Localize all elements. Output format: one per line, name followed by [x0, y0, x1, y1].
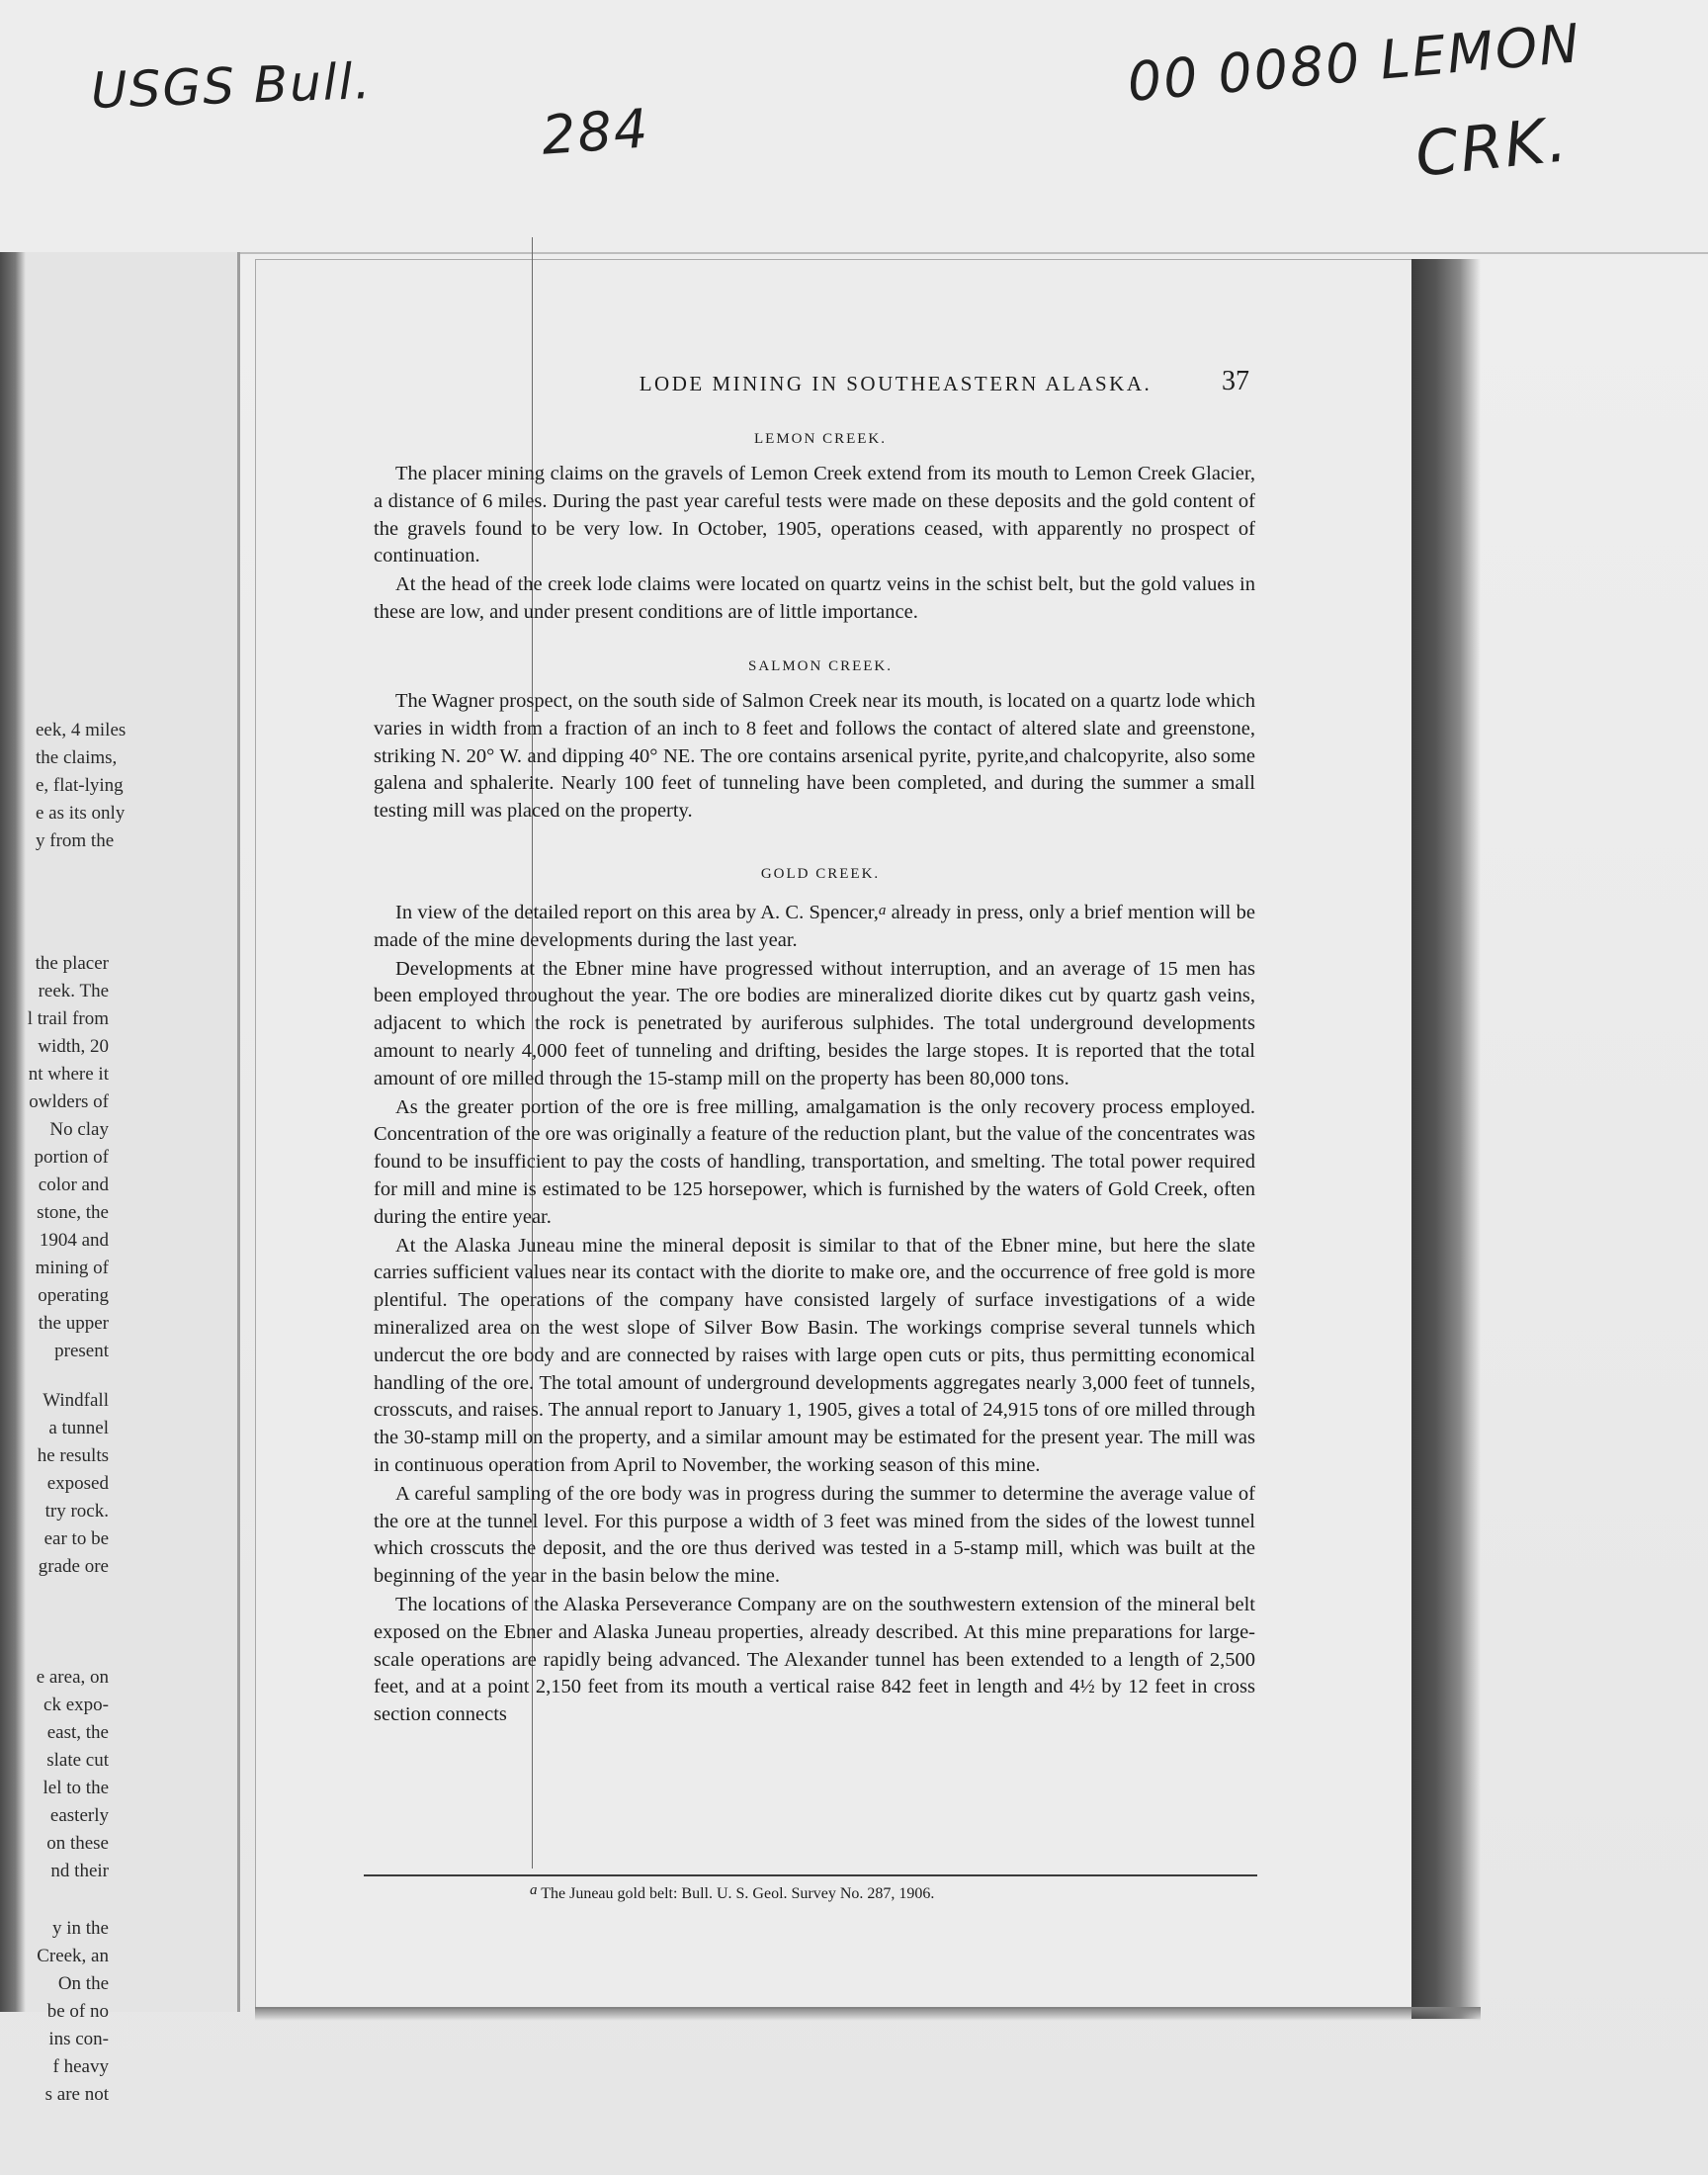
left-fragment-line: the placer — [35, 953, 109, 974]
left-binding-shadow — [0, 252, 26, 2012]
left-fragment-line: operating — [38, 1285, 109, 1306]
left-fragment-line: nd their — [50, 1861, 109, 1881]
left-fragment-line: No clay — [49, 1119, 109, 1140]
left-fragment-line: slate cut — [46, 1750, 109, 1771]
left-fragment-line: be of no — [46, 2001, 109, 2022]
left-fragment-line: the upper — [38, 1313, 109, 1334]
left-fragment-line: east, the — [46, 1722, 109, 1743]
paragraph: At the head of the creek lode claims were located on quartz veins in the schist belt, but the gold values in these are low, and under present conditions are of little importance. — [374, 573, 1255, 623]
left-fragment-line: eek, 4 miles — [36, 720, 127, 740]
section-heading-gold-creek: GOLD CREEK. — [760, 866, 881, 882]
left-fragment-line: exposed — [46, 1473, 109, 1494]
section-heading-salmon-creek: SALMON CREEK. — [747, 658, 893, 674]
paragraph: A careful sampling of the ore body was in progress during the summer to determine the average value of the ore at the tunnel level. For this purpose a width of 3 feet was mined from the sides of the lowest tunnel which crosscuts the deposit, and the ore thus derived was tested in a 5-stamp mill, which was built at the beginning of the year in the basin below the mine. — [374, 1482, 1255, 1588]
left-fragment-line: e area, on — [36, 1667, 109, 1688]
section-body-salmon-creek — [374, 688, 1255, 826]
left-fragment-block-2 — [26, 950, 109, 1365]
footnote-text: The Juneau gold belt: Bull. U. S. Geol. Survey No. 287, 1906. — [541, 1885, 935, 1902]
footnote-mark: a — [530, 1882, 538, 1898]
paragraph: The locations of the Alaska Perseverance Company are on the southwestern extension of the mineral belt exposed on the Ebner and Alaska Juneau properties, already described. At this mine preparations for large-scale operations are rapidly being advanced. The Alexander tunnel has been extended to a length of 2,500 feet, and at a point 2,150 feet from its mouth a vertical raise 842 feet in length and 4½ by 12 feet in cross section connects — [374, 1593, 1255, 1726]
left-fragment-line: the claims, — [36, 747, 118, 768]
left-fragment-line: color and — [38, 1174, 109, 1195]
section-heading-lemon-creek: LEMON CREEK. — [754, 431, 887, 447]
left-fragment-line: Creek, an — [37, 1946, 109, 1966]
left-fragment-line: stone, the — [37, 1202, 109, 1223]
left-fragment-block-3 — [26, 1387, 109, 1581]
left-fragment-line: e as its only — [36, 803, 126, 824]
left-fragment-line: 1904 and — [39, 1230, 109, 1251]
left-fragment-line: ear to be — [43, 1528, 109, 1549]
left-fragment-line: easterly — [49, 1805, 109, 1826]
footnote-reference: a — [878, 903, 887, 918]
left-fragment-line: f heavy — [52, 2056, 109, 2077]
left-fragment-line: try rock. — [44, 1501, 109, 1522]
left-fragment-line: ins con- — [48, 2029, 109, 2049]
paragraph: Developments at the Ebner mine have progressed without interruption, and an average of 15 men has been employed throughout the year. The ore bodies are mineralized diorite dikes cut by quartz gash veins, adjacent to which the rock is penetrated by auriferous sulphides. The total underground developments amount to nearly 4,000 feet of tunneling and drifting, besides the large stopes. It is reported that the total amount of ore milled through the 15-stamp mill on the property has been 80,000 tons. — [374, 957, 1255, 1089]
section-body-lemon-creek — [374, 461, 1255, 627]
left-fragment-line: a tunnel — [48, 1418, 109, 1438]
page-number: 37 — [1222, 366, 1249, 396]
footnote-divider — [364, 1874, 1257, 1876]
handwritten-number-note: 284 — [539, 97, 652, 167]
left-adjacent-page — [0, 252, 240, 2105]
left-fragment-line: y from the — [36, 830, 115, 851]
paragraph-intro — [374, 898, 1255, 955]
left-fragment-line: e, flat-lying — [36, 775, 124, 796]
left-fragment-line: s are not — [44, 2084, 109, 2105]
running-head: LODE MINING IN SOUTHEASTERN ALASKA. — [639, 372, 1153, 395]
paragraph: The Wagner prospect, on the south side of Salmon Creek near its mouth, is located on a quartz lode which varies in width from a fraction of an inch to 8 feet and follows the contact of altered slate and greenstone, striking N. 20° W. and dipping 40° NE. The ore contains arsenical pyrite, pyrite,and chalcopyrite, also some galena and sphalerite. Nearly 100 feet of tunneling have been completed, and during the summer a small testing mill was placed on the property. — [374, 690, 1255, 823]
left-fragment-line: nt where it — [28, 1064, 109, 1085]
footnote — [530, 1882, 934, 1903]
handwritten-source-note: USGS Bull. — [90, 52, 374, 120]
left-fragment-line: he results — [37, 1445, 109, 1466]
left-fragment-line: width, 20 — [38, 1036, 109, 1057]
left-fragment-line: portion of — [34, 1147, 109, 1168]
left-fragment-line: grade ore — [38, 1556, 109, 1577]
paragraph: At the Alaska Juneau mine the mineral deposit is similar to that of the Ebner mine, but here the slate carries sufficient values near its contact with the diorite to make ore, and the occurrence of free gold is more plentiful. The operations of the company have consisted largely of surface investigations of a wide mineralized area on the west slope of Silver Bow Basin. The workings comprise several tunnels which undercut the ore body and are connected by raises with large open cuts or pits, thus permitting economical handling of the ore. The total amount of underground developments aggregates nearly 3,000 feet of tunnels, crosscuts, and raises. The annual report to January 1, 1905, gives a total of 24,915 tons of ore milled through the 30-stamp mill on the property, and a similar amount may be estimated for the present year. The mill was in continuous operation from April to November, the working season of this mine. — [374, 1234, 1255, 1476]
left-fragment-block-5 — [26, 1915, 109, 2109]
left-fragment-line: lel to the — [43, 1778, 109, 1798]
intro-text-before: In view of the detailed report on this area by A. C. Spencer, — [395, 902, 879, 923]
paragraph: The placer mining claims on the gravels of Lemon Creek extend from its mouth to Lemon Creek Glacier, a distance of 6 miles. During the past year careful tests were made on these deposits and the gold content of the gravels found to be very low. In October, 1905, operations ceased, with apparently no prospect of continuation. — [374, 463, 1255, 567]
left-fragment-line: ck expo- — [43, 1695, 109, 1715]
handwritten-creek-note: CRK. — [1411, 103, 1573, 191]
left-fragment-line: reek. The — [38, 981, 109, 1001]
left-fragment-block-4 — [26, 1664, 109, 1885]
left-fragment-line: Windfall — [43, 1390, 109, 1411]
handwritten-id-note: 00 0080 LEMON — [1125, 12, 1584, 114]
left-fragment-line: l trail from — [27, 1008, 109, 1029]
page-edge-shadow — [1411, 259, 1481, 2019]
paragraph: As the greater portion of the ore is free milling, amalgamation is the only recovery process employed. Concentration of the ore was originally a feature of the reduction plant, but the value of the concentrates was found to be insufficient to pay the costs of handling, transportation, and smelting. The total power required for mill and mine is estimated to be 125 horsepower, which is furnished by the waters of Gold Creek, often during the entire year. — [374, 1095, 1255, 1228]
left-fragment-line: present — [54, 1341, 109, 1361]
section-body-gold-creek — [374, 898, 1255, 1729]
left-fragment-line: on these — [46, 1833, 109, 1854]
left-fragment-line: mining of — [35, 1258, 109, 1278]
left-fragment-line: On the — [57, 1973, 109, 1994]
left-fragment-line: owlders of — [29, 1091, 109, 1112]
left-fragment-block-1 — [36, 717, 127, 855]
page-bottom-edge — [255, 2007, 1481, 2021]
intro-text-after: already in press, only a brief mention will be made of the mine developments during the last year. — [374, 902, 1255, 951]
left-fragment-line: y in the — [52, 1918, 109, 1939]
